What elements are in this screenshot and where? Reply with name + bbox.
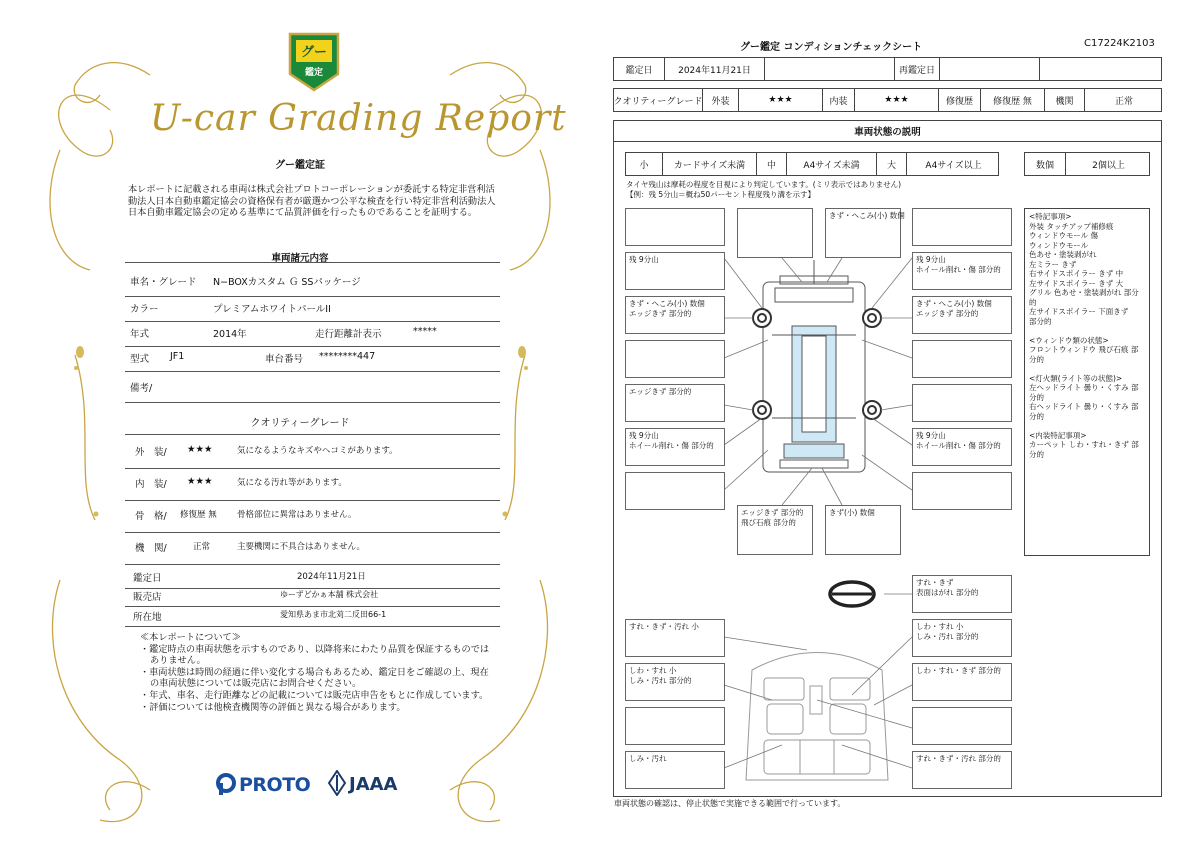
frame-label: 骨 格/ <box>135 511 167 522</box>
exterior-desc: 気になるようなキズやヘコミがあります。 <box>237 446 398 456</box>
special-note-line: 色あせ・塗装剥がれ <box>1029 250 1097 259</box>
special-note-line: 右ヘッドライト 曇り・くすみ 部分的 <box>1029 402 1139 421</box>
spec-name-value: N−BOXカスタム Ｇ SSパッケージ <box>213 277 361 288</box>
int-box-l4 <box>625 751 725 789</box>
note-item: ・鑑定時点の車両状態を示すものであり、以降将来にわたり品質を保証するものではありません。 <box>140 643 490 667</box>
note-item: ・年式、車名、走行距離などの記載については販売店申告をもとに作成しています。 <box>140 689 489 701</box>
int-box-steer <box>912 575 1012 613</box>
repair-label: 修復歴 <box>938 89 980 111</box>
spec-row-remarks <box>125 380 500 403</box>
proto-logo-text: PROTO <box>239 774 311 796</box>
ext-box-l5 <box>625 428 725 466</box>
size-large-desc: A4サイズ以上 <box>906 153 1000 175</box>
repair-value: 修復歴 無 <box>980 89 1044 111</box>
special-note-line: <特記事項> <box>1029 212 1072 221</box>
count-label: 数個 <box>1035 160 1054 171</box>
ext-note: 飛び石痕 部分的 <box>741 518 796 527</box>
count-legend <box>1024 152 1150 176</box>
size-small: 小 <box>639 160 649 171</box>
quality-row-frame <box>125 508 500 533</box>
ext-box-l4 <box>625 384 725 422</box>
count-desc: 2個以上 <box>1065 153 1151 175</box>
ext-box-r1 <box>912 252 1012 290</box>
date-value: 2024年11月21日 <box>664 58 764 80</box>
quality-row-interior <box>125 476 500 501</box>
jaaa-logo-icon <box>328 770 346 796</box>
spec-model-value: JF1 <box>170 351 185 362</box>
jaaa-logo <box>328 770 408 800</box>
special-note-line <box>1029 364 1145 374</box>
ext-box-r0 <box>912 208 1012 246</box>
int-box-l1 <box>625 619 725 657</box>
spec-year-label: 年式 <box>130 329 150 340</box>
special-note-line: 左サイドスポイラー きず 大 <box>1029 278 1124 288</box>
ext-box-r3 <box>912 340 1012 378</box>
spec-row-color <box>125 301 500 322</box>
specs-heading: 車両諸元内容 <box>271 253 329 264</box>
ext-note: きず(小) 数個 <box>829 508 875 517</box>
ext-box-r6 <box>912 472 1012 510</box>
ext-label: 外装 <box>702 89 738 111</box>
proto-logo-icon <box>215 772 237 796</box>
engine-label: 機関 <box>1044 89 1084 111</box>
quality-heading: クオリティーグレード <box>250 418 350 429</box>
int-note: すれ・きず・汚れ 小 <box>629 622 699 631</box>
dealer-label: 販売店 <box>133 592 162 603</box>
int-box-l2 <box>625 663 725 701</box>
ext-note: エッジきず 部分的 <box>629 387 692 396</box>
state-heading: 車両状態の説明 <box>613 120 1162 142</box>
ext-note: 残 9分山 <box>916 255 946 264</box>
proto-logo <box>215 770 325 800</box>
address-value: 愛知県あま市北苅二反田66-1 <box>280 610 387 619</box>
int-box-l3 <box>625 707 725 745</box>
ext-note: きず・へこみ(小) 数個 <box>629 299 705 308</box>
engine-value: 正常 <box>193 542 211 552</box>
appraisal-date-row <box>125 570 500 589</box>
special-note-line <box>1029 326 1145 336</box>
int-box-r3 <box>912 707 1012 745</box>
int-box-r1 <box>912 619 1012 657</box>
ext-note: エッジきず 部分的 <box>741 508 804 517</box>
spec-row-year <box>125 326 500 347</box>
note-item: ・車両状態は時間の経過に伴い変化する場合もあるため、鑑定日をご確認の上、現在の車両状態については販売店にお問合せください。 <box>140 666 489 690</box>
interior-stars: ★★★ <box>187 476 213 487</box>
ext-note: ホイール削れ・傷 部分的 <box>629 441 714 450</box>
int-label: 内装 <box>822 89 854 111</box>
ext-box-b1 <box>737 505 813 555</box>
frame-value: 修復歴 無 <box>180 510 217 520</box>
int-note: しわ・すれ・きず 部分的 <box>916 666 1001 675</box>
ext-box-l2 <box>625 296 725 334</box>
interior-label: 内 装/ <box>135 479 167 490</box>
special-note-line: <内装特記事項> <box>1029 430 1087 440</box>
spec-chassis-label: 車台番号 <box>265 354 304 365</box>
jaaa-logo-text: JAAA <box>349 774 398 795</box>
ext-box-l6 <box>625 472 725 510</box>
int-note: すれ・きず・汚れ 部分的 <box>916 754 1001 763</box>
date-row <box>613 57 1162 81</box>
redate-value <box>939 58 1039 80</box>
grade-label: クオリティーグレード <box>613 96 703 107</box>
int-box-r2 <box>912 663 1012 701</box>
tire-note-2: 【例：残 5分山＝概ね50パーセント程度残り溝を示す】 <box>626 190 816 199</box>
quality-grade-row <box>613 88 1162 112</box>
spec-odo-value: ***** <box>413 326 437 337</box>
special-note-line: <ウィンドウ類の状態> <box>1029 335 1109 345</box>
special-note-line: 右サイドスポイラー きず 中 <box>1029 269 1124 278</box>
special-note-line: 左サイドスポイラー 下面きず <box>1029 307 1129 316</box>
special-note-line: ウィンドウモール 傷 <box>1029 231 1098 240</box>
int-box-r4 <box>912 751 1012 789</box>
sheet-id: C17224K2103 <box>1084 38 1155 49</box>
engine-label: 機 関/ <box>135 543 167 554</box>
ext-box-l3 <box>625 340 725 378</box>
ext-note: 残 9分山 <box>629 431 659 440</box>
int-note: しわ・すれ 小 <box>916 622 964 631</box>
address-row <box>125 609 500 627</box>
ext-box-r4 <box>912 384 1012 422</box>
logo-badge-sub: 鑑定 <box>304 68 323 78</box>
spec-color-label: カラー <box>130 304 159 315</box>
size-legend <box>625 152 999 176</box>
spec-chassis-value: ********447 <box>319 351 376 362</box>
date-label: 鑑定日 <box>625 65 653 76</box>
special-notes-box <box>1024 208 1150 556</box>
ext-note: エッジきず 部分的 <box>916 309 979 318</box>
special-note-line: 部分的 <box>1029 316 1052 326</box>
spec-year-value: 2014年 <box>213 329 247 340</box>
ext-box-r5 <box>912 428 1012 466</box>
size-large: 大 <box>876 153 906 175</box>
sheet-title: グー鑑定 コンディションチェックシート <box>740 42 923 53</box>
special-note-line: 左ミラー きず <box>1029 259 1077 269</box>
spec-remarks-label: 備考/ <box>130 383 153 394</box>
ext-note: 残 9分山 <box>629 255 659 264</box>
exterior-stars: ★★★ <box>187 444 213 455</box>
interior-desc: 気になる汚れ等があります。 <box>237 478 347 488</box>
special-note-line: フロントウィンドウ 飛び石痕 部分的 <box>1029 345 1139 364</box>
address-label: 所在地 <box>133 612 162 623</box>
report-notes <box>140 632 495 713</box>
ext-note: 残 9分山 <box>916 431 946 440</box>
engine-desc: 主要機関に不具合はありません。 <box>237 542 366 552</box>
dealer-row <box>125 589 500 607</box>
spec-color-value: プレミアムホワイトパールII <box>213 304 331 315</box>
int-note: しみ・汚れ 部分的 <box>916 632 979 641</box>
int-note: しみ・汚れ <box>629 754 667 763</box>
note-item: ・評価については他検査機関等の評価と異なる場合があります。 <box>140 701 406 713</box>
ext-box-l1 <box>625 252 725 290</box>
ext-box-t2 <box>825 208 905 258</box>
quality-row-engine <box>125 540 500 565</box>
car-interior-icon <box>746 653 888 781</box>
int-note: すれ・きず <box>916 578 954 587</box>
int-value: ★★★ <box>854 89 938 111</box>
script-title: U-car Grading Report <box>150 98 567 139</box>
ext-note: ホイール削れ・傷 部分的 <box>916 265 1001 274</box>
ext-box-l0 <box>625 208 725 246</box>
special-note-line: 左ヘッドライト 曇り・くすみ 部分的 <box>1029 383 1139 402</box>
spec-row-name <box>125 274 500 297</box>
spec-row-model <box>125 351 500 372</box>
int-note: しみ・汚れ 部分的 <box>629 676 692 685</box>
ext-note: ホイール削れ・傷 部分的 <box>916 441 1001 450</box>
ext-value: ★★★ <box>738 89 822 111</box>
ext-note: エッジきず 部分的 <box>629 309 692 318</box>
ext-box-r2 <box>912 296 1012 334</box>
ext-note: きず・へこみ(小) 数個 <box>916 299 992 308</box>
spec-odo-label: 走行距離計表示 <box>315 329 382 340</box>
logo-badge-text: グー <box>300 45 327 60</box>
intro-text: 本レポートに記載される車両は株式会社プロトコーポレーションが委託する特定非営利活動法人日本自動車鑑定協会の資格保有者が厳選かつ公平な検査を行い特定非営利活動法人日本自動車鑑定協会の定める基準にて品質評価を行ったものであることを証明する。 <box>128 184 496 218</box>
ext-box-t1 <box>737 208 813 258</box>
spec-name-label: 車名・グレード <box>130 277 197 288</box>
notes-heading: ≪本レポートについて≫ <box>140 632 241 643</box>
exterior-label: 外 装/ <box>135 447 167 458</box>
certificate-title: グー鑑定証 <box>275 160 325 171</box>
date-label: 鑑定日 <box>133 573 162 584</box>
spec-model-label: 型式 <box>130 354 150 365</box>
date-value: 2024年11月21日 <box>297 572 366 582</box>
goo-kantei-logo-icon <box>286 30 342 92</box>
car-top-view-icon <box>763 260 865 472</box>
size-small-desc: カードサイズ未満 <box>662 153 756 175</box>
tire-note-1: タイヤ残山は摩耗の程度を目視により判定しています。(ミリ表示ではありません) <box>626 180 902 189</box>
special-note-line: カーペット しわ・すれ・きず 部分的 <box>1029 440 1139 459</box>
special-note-line: 外装 タッチアップ補修痕 <box>1029 221 1114 231</box>
int-note: 表面はがれ 部分的 <box>916 588 979 597</box>
redate-label: 再鑑定日 <box>894 58 939 80</box>
special-note-line <box>1029 421 1145 431</box>
special-note-line: <灯火類(ライト等の状態)> <box>1029 373 1123 383</box>
dealer-value: ゆーずどかぁ本舗 株式会社 <box>280 590 379 599</box>
ext-box-b2 <box>825 505 901 555</box>
frame-desc: 骨格部位に異常はありません。 <box>237 510 357 520</box>
footer-note: 車両状態の確認は、停止状態で実施できる範囲で行っています。 <box>614 799 846 808</box>
quality-row-exterior <box>125 444 500 469</box>
special-note-line: グリル 色あせ・塗装剥がれ 部分的 <box>1029 288 1139 307</box>
size-mid: 中 <box>756 153 786 175</box>
steering-wheel-icon <box>830 582 912 606</box>
ext-note: きず・へこみ(小) 数個 <box>829 211 905 220</box>
engine-value: 正常 <box>1084 89 1163 111</box>
special-note-line: ウィンドウモール <box>1029 240 1089 250</box>
size-mid-desc: A4サイズ未満 <box>786 153 876 175</box>
int-note: しわ・すれ 小 <box>629 666 677 675</box>
